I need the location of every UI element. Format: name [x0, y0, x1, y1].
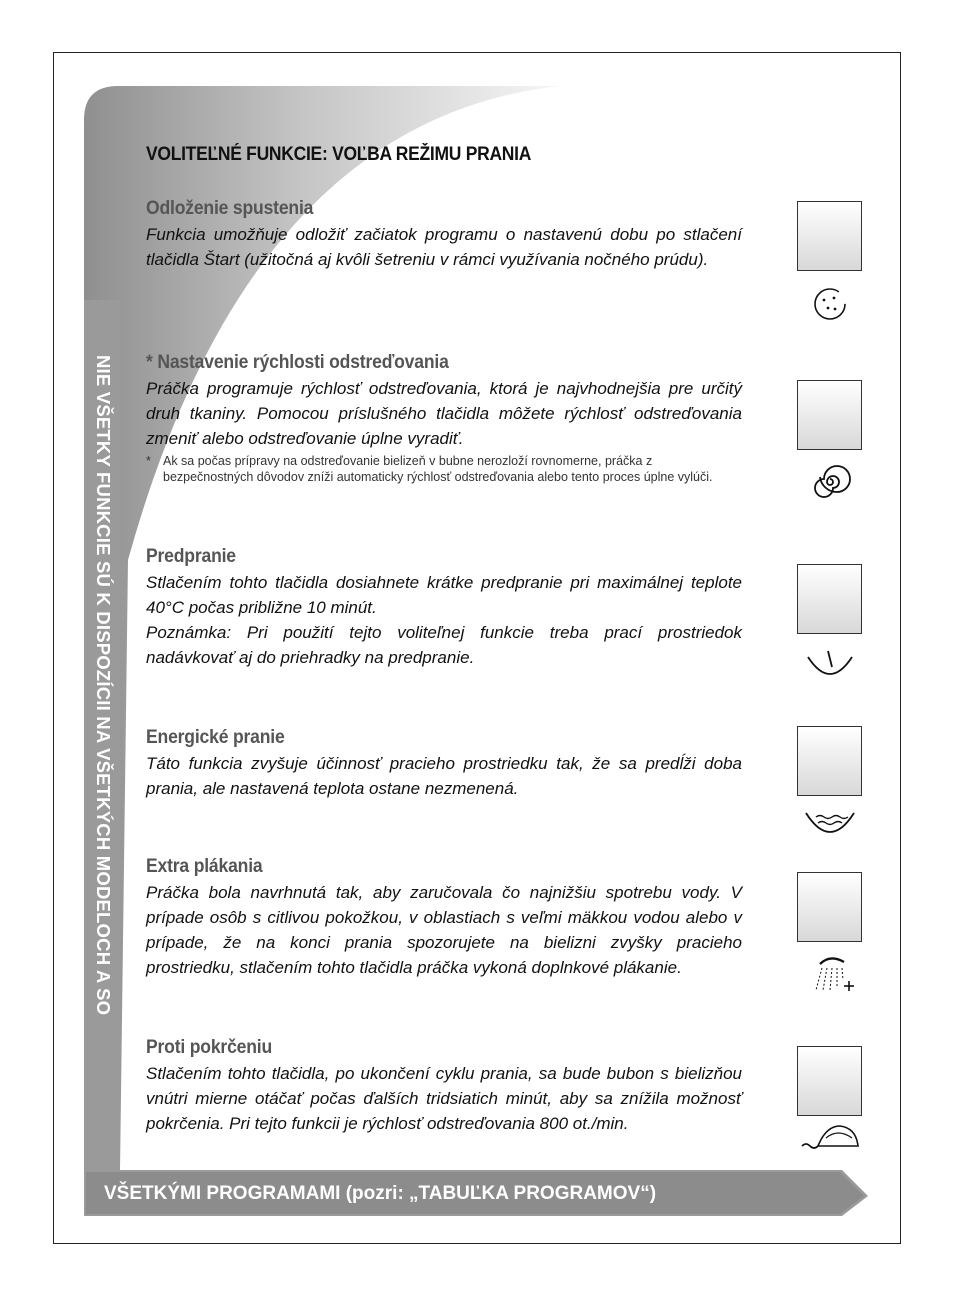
section-delayed-start	[146, 197, 742, 272]
side-banner-text: NIE VŠETKY FUNKCIE SÚ K DISPOZÍCII NA VŠETKÝCH MODELOCH A SO	[93, 355, 114, 1016]
section-heading: Proti pokrčeniu	[146, 1036, 273, 1058]
section-body: Stlačením tohto tlačidla, po ukončení cyklu prania, sa bude bubon s bielizňou vnútri mierne otáčať počas ďalších tridsiatich minút, aby sa znížila možnosť pokrčenia. Pri tejto funkcii je rýchlosť odstreďovania 800 ot./min.	[146, 1064, 742, 1133]
section-body: Stlačením tohto tlačidla dosiahnete krátke predpranie pri maximálnej teplote 40°C počas približne 10 minút.	[146, 573, 742, 617]
section-note: Poznámka: Pri použití tejto voliteľnej funkcie treba prací prostriedok nadávkovať aj do priehradky na predpranie.	[146, 623, 742, 667]
page-title: VOLITEĽNÉ FUNKCIE: VOĽBA REŽIMU PRANIA	[146, 144, 532, 165]
section-body: Funkcia umožňuje odložiť začiatok programu o nastavenú dobu po stlačení tlačidla Štart (užitočná aj kvôli šetreniu v rámci využívania nočného prúdu).	[146, 225, 742, 269]
section-heading: Energické pranie	[146, 726, 285, 748]
intensive-wash-button[interactable]	[797, 726, 862, 796]
section-heading: Extra plákania	[146, 855, 263, 877]
prewash-tub-icon	[800, 645, 860, 685]
footnote-marker: *	[146, 454, 151, 468]
intensive-wash-tub-icon	[800, 803, 860, 843]
section-body: Táto funkcia zvyšuje účinnosť pracieho prostriedku tak, že sa predĺži doba prania, ale nastavená teplota ostane nezmenená.	[146, 754, 742, 798]
bottom-banner-text: VŠETKÝMI PROGRAMAMI (pozri: „TABUĽKA PROGRAMOV“)	[104, 1183, 657, 1204]
section-heading: Predpranie	[146, 545, 236, 567]
spin-spiral-icon	[800, 462, 860, 502]
section-footnote	[146, 453, 742, 485]
section-heading: * Nastavenie rýchlosti odstreďovania	[146, 351, 449, 373]
section-intensive-wash	[146, 726, 742, 801]
section-spin-speed	[146, 351, 742, 485]
anti-crease-button[interactable]	[797, 1046, 862, 1116]
section-anti-crease	[146, 1036, 742, 1136]
extra-rinse-button[interactable]	[797, 872, 862, 942]
section-body: Práčka programuje rýchlosť odstreďovania, ktorá je najvhodnejšia pre určitý druh tkaniny. Pomocou príslušného tlačidla môžete rýchlosť odstreďovania zmeniť alebo odstreďovanie úplne vyradiť.	[146, 379, 742, 448]
anti-crease-iron-icon	[800, 1118, 860, 1158]
extra-rinse-shower-icon	[800, 954, 860, 994]
delay-clock-icon	[800, 284, 860, 324]
delay-start-button[interactable]	[797, 201, 862, 271]
spin-speed-button[interactable]	[797, 380, 862, 450]
section-heading: Odloženie spustenia	[146, 197, 314, 219]
section-extra-rinse	[146, 855, 742, 980]
prewash-button[interactable]	[797, 564, 862, 634]
footnote-text: Ak sa počas prípravy na odstreďovanie bielizeň v bubne nerozloží rovnomerne, práčka z bezpečnostných dôvodov zníži automaticky rýchlosť odstreďovania alebo tento proces úplne vylúči.	[163, 454, 713, 484]
section-body: Práčka bola navrhnutá tak, aby zaručovala čo najnižšiu spotrebu vody. V prípade osôb s citlivou pokožkou, v oblastiach s veľmi mäkkou vodou alebo v prípade, že na konci prania spozorujete na bielizni zvyšky pracieho prostriedku, stlačením tohto tlačidla práčka vykoná doplnkové plákanie.	[146, 883, 742, 977]
section-prewash	[146, 545, 742, 670]
